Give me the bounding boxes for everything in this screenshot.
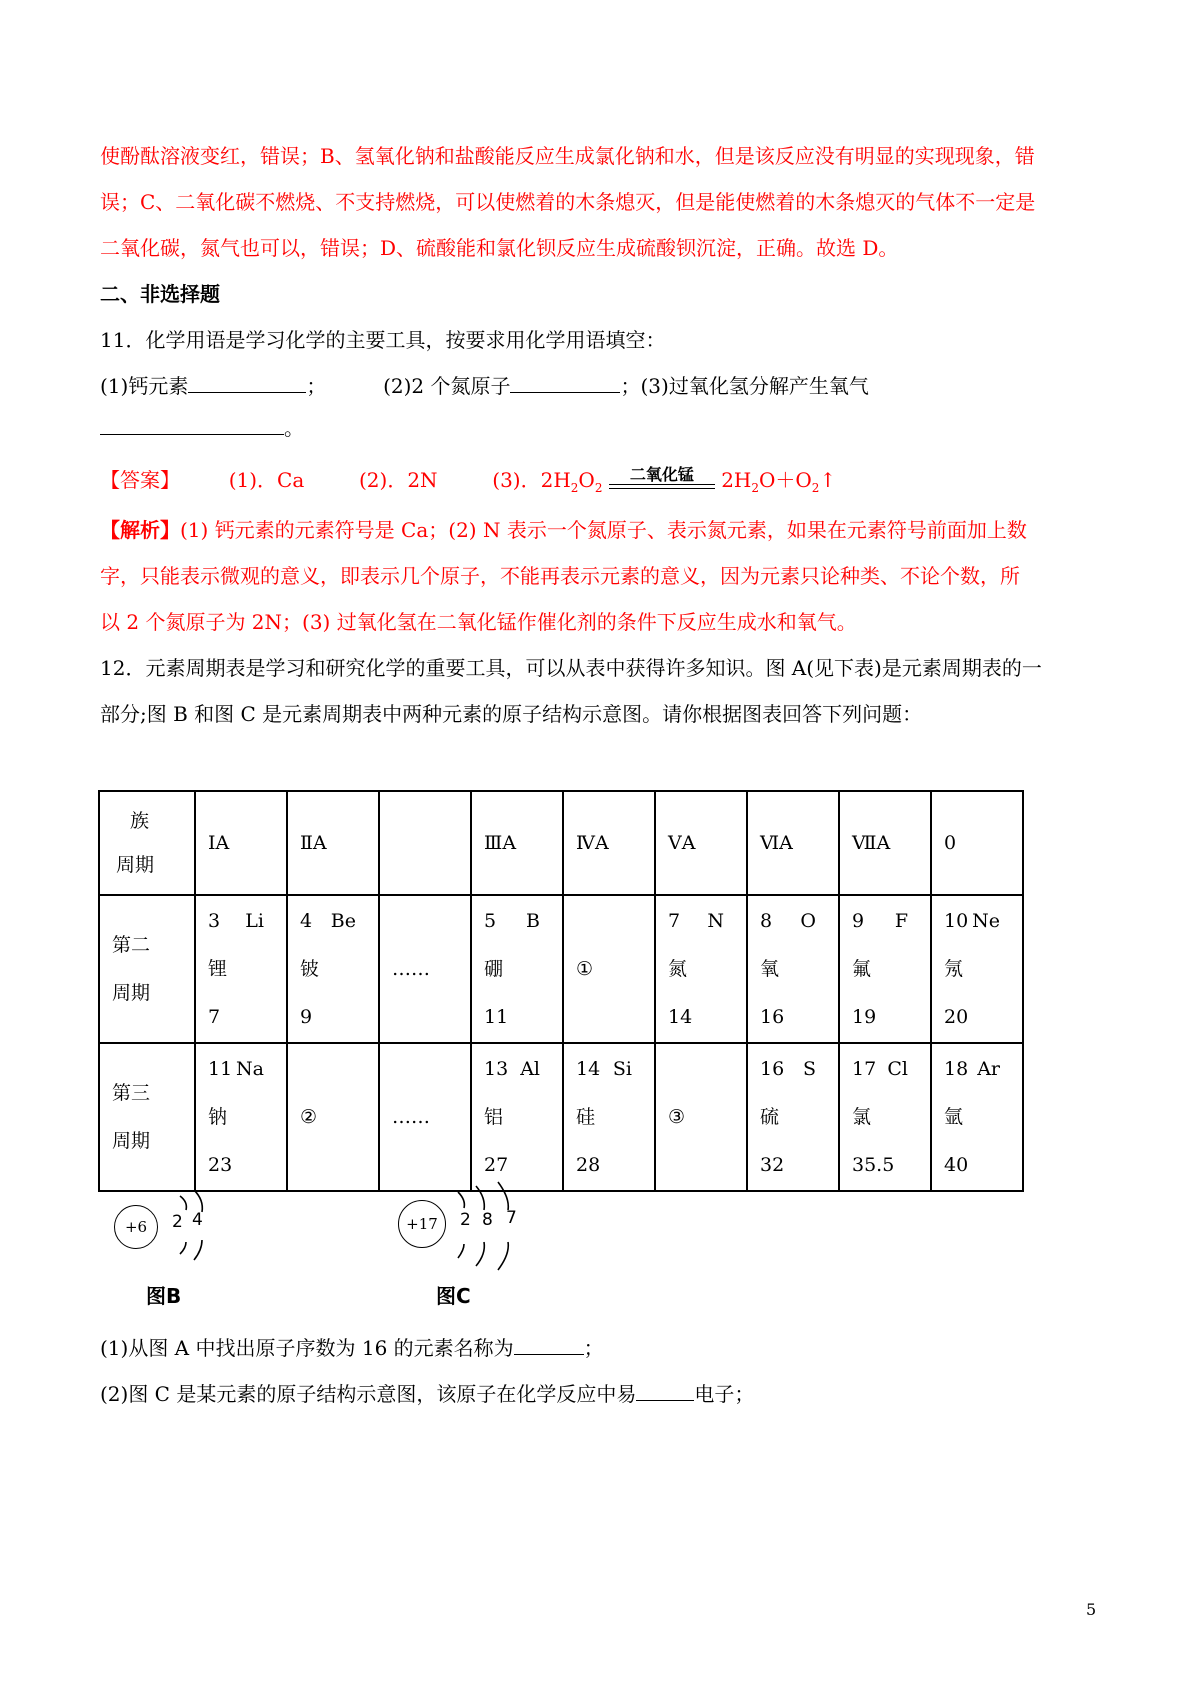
element-symbol: Na [236,1058,264,1080]
atomic-mass: 7 [208,1006,221,1028]
explanation-line-1: 使酚酞溶液变红，错误；B、氢氧化钠和盐酸能反应生成氯化钠和水，但是该反应没有明显的实现现象，错 [100,144,1035,168]
q12-sub-1 [100,1332,604,1361]
figure-c-label: 图C [436,1284,471,1308]
element-cell [379,895,471,1043]
atomic-number: 7 [668,910,681,932]
atomic-number: 3 [208,910,221,932]
reaction-condition: 二氧化锰 [629,465,694,484]
periodic-table [98,790,1024,1192]
atomic-mass: 28 [576,1154,601,1176]
atomic-number: 16 [760,1058,785,1080]
element-symbol: Li [245,910,264,932]
element-cell [379,1043,471,1191]
q11-parts [100,370,869,399]
cell-placeholder: …… [392,958,430,980]
element-symbol: Si [612,1058,632,1080]
analysis-label: 【解析】 [100,518,180,542]
figure-b-label: 图B [146,1284,182,1308]
atomic-mass: 19 [852,1006,877,1028]
element-symbol: O [800,910,816,932]
answer-3-products: $2H_2O+O_2↑$ [721,468,837,495]
group-header: ⅦA [839,791,931,895]
element-symbol: B [526,910,540,932]
page-number: 5 [1086,1600,1097,1619]
q12-sub-1-end: ； [583,1336,604,1360]
element-name: 氧 [760,958,780,980]
q11-line-3 [100,412,304,441]
group-header: ⅣA [563,791,655,895]
element-cell [931,895,1023,1043]
analysis-line-1 [100,514,1027,543]
cell-placeholder: ③ [668,1106,686,1128]
atomic-number: 17 [852,1058,877,1080]
q12-blank-1[interactable] [514,1334,584,1355]
element-cell [839,895,931,1043]
atomic-mass: 40 [944,1154,969,1176]
period-row [99,1043,1023,1191]
analysis-text-1: (1) 钙元素的元素符号是 Ca；(2) N 表示一个氮原子、表示氮元素，如果在元素符号前面加上数 [180,518,1027,542]
element-name: 氟 [852,958,872,980]
element-name: 氮 [668,958,688,980]
element-symbol: Be [330,910,356,932]
q11-answer [100,464,836,495]
element-symbol: F [894,910,908,932]
atomic-number: 10 [944,910,969,932]
element-symbol: Ar [977,1058,1000,1080]
atomic-number: 13 [484,1058,509,1080]
atomic-mass: 23 [208,1154,233,1176]
figure-c-electron-1: 2 [460,1210,471,1230]
atomic-mass: 14 [668,1006,693,1028]
cell-placeholder: …… [392,1106,430,1128]
atomic-mass: 9 [300,1006,313,1028]
q11-end: 。 [284,416,304,440]
group-header [379,791,471,895]
element-name: 硼 [484,958,504,980]
figure-c-electron-2: 8 [482,1210,493,1230]
atomic-mass: 27 [484,1154,509,1176]
element-cell [471,1043,563,1191]
atomic-number: 4 [300,910,313,932]
q12-blank-2[interactable] [636,1380,694,1401]
group-header: ⅤA [655,791,747,895]
analysis-line-3: 以 2 个氮原子为 2N；(3) 过氧化氢在二氧化锰作催化剂的条件下反应生成水和氧气。 [100,610,857,634]
atomic-number: 14 [576,1058,601,1080]
q11-blank-3[interactable] [100,414,284,435]
figure-b-electron-2: 4 [192,1210,203,1230]
element-cell [195,1043,287,1191]
cell-placeholder: ① [576,958,594,980]
answer-3: (3)．$2H_2O_2$ [492,468,603,495]
q11-sep-2: ； [620,374,641,398]
figure-b-electron-1: 2 [172,1212,183,1232]
q11-part-3: (3)过氧化氢分解产生氧气 [640,374,869,398]
q11-stem: 11．化学用语是学习化学的主要工具，按要求用化学用语填空： [100,328,666,352]
element-cell [471,895,563,1043]
element-symbol: Al [520,1058,540,1080]
element-cell [655,895,747,1043]
group-header: ⅥA [747,791,839,895]
element-cell [747,895,839,1043]
period-row [99,895,1023,1043]
atomic-number: 8 [760,910,773,932]
element-name: 铍 [300,958,320,980]
q11-part-2: (2)2 个氮原子 [383,374,511,398]
group-header: 0 [931,791,1023,895]
q12-sub-2 [100,1378,754,1407]
figure-c-electron-3: 7 [506,1208,517,1228]
element-name: 硅 [576,1106,596,1128]
atomic-number: 11 [208,1058,233,1080]
group-header: ⅡA [287,791,379,895]
q12-stem-1: 12．元素周期表是学习和研究化学的重要工具，可以从表中获得许多知识。图 A(见下表)是元素周期表的一 [100,656,1042,680]
period-label: 第三 周期 [99,1043,195,1191]
q12-sub-1-text: (1)从图 A 中找出原子序数为 16 的元素名称为 [100,1336,514,1360]
element-symbol: Cl [887,1058,908,1080]
analysis-line-2: 字，只能表示微观的意义，即表示几个原子，不能再表示元素的意义，因为元素只论种类、不论个数，所 [100,564,1020,588]
atomic-mass: 35.5 [852,1154,895,1176]
atomic-mass: 32 [760,1154,785,1176]
element-name: 铝 [484,1106,504,1128]
element-symbol: N [707,910,724,932]
element-cell [747,1043,839,1191]
q11-sep-1: ； [306,374,327,398]
element-name: 钠 [208,1106,228,1128]
q12-sub-2-text: (2)图 C 是某元素的原子结构示意图，该原子在化学反应中易 [100,1382,637,1406]
atomic-number: 18 [944,1058,969,1080]
answer-label: 【答案】 [100,468,180,492]
element-cell [563,1043,655,1191]
element-cell [839,1043,931,1191]
element-cell [563,895,655,1043]
element-name: 氩 [944,1106,964,1128]
element-name: 氖 [944,958,964,980]
q12-stem-2: 部分;图 B 和图 C 是元素周期表中两种元素的原子结构示意图。请你根据图表回答下列问题： [100,702,923,726]
q12-sub-2-end: 电子； [694,1382,755,1406]
element-cell [287,895,379,1043]
cell-placeholder: ② [300,1106,318,1128]
answer-2: (2)．2N [359,468,438,492]
figure-b-nucleus: +6 [114,1205,158,1249]
q11-blank-2[interactable] [510,372,620,393]
figure-c-nucleus: +17 [398,1200,446,1248]
element-cell [931,1043,1023,1191]
element-symbol: S [802,1058,816,1080]
period-label: 第二 周期 [99,895,195,1043]
element-name: 氯 [852,1106,872,1128]
figure-b-shells [160,1188,220,1264]
atomic-number: 5 [484,910,497,932]
element-symbol: Ne [972,910,1000,932]
element-name: 硫 [760,1106,780,1128]
q11-part-1: (1)钙元素 [100,374,189,398]
corner-header: 族 周期 [99,791,195,895]
atomic-mass: 20 [944,1006,969,1028]
answer-1: (1)．Ca [228,468,305,492]
element-name: 锂 [208,958,228,980]
explanation-line-2: 误；C、二氧化碳不燃烧、不支持燃烧，可以使燃着的木条熄灭，但是能使燃着的木条熄灭的气体不一定是 [100,190,1036,214]
group-header: ⅠA [195,791,287,895]
atomic-mass: 16 [760,1006,785,1028]
q11-blank-1[interactable] [188,372,306,393]
atomic-number: 9 [852,910,865,932]
explanation-line-3: 二氧化碳，氮气也可以，错误；D、硫酸能和氯化钡反应生成硫酸钡沉淀，正确。故选 D。 [100,236,899,260]
section-title: 二、非选择题 [100,282,220,306]
atomic-mass: 11 [484,1006,509,1028]
element-cell [655,1043,747,1191]
element-cell [195,895,287,1043]
element-cell [287,1043,379,1191]
group-header: ⅢA [471,791,563,895]
reaction-arrow [609,465,715,495]
